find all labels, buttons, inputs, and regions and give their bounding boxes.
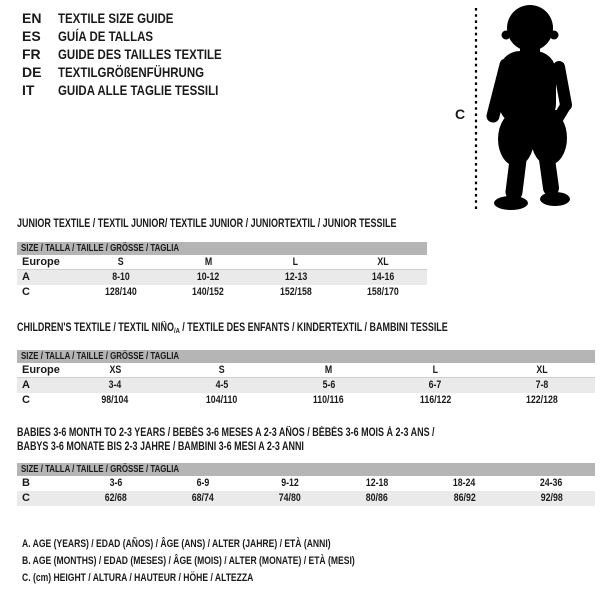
size-cell: 8-10: [111, 271, 130, 283]
size-cell: 92/98: [540, 492, 563, 504]
baby-silhouette: [493, 5, 570, 210]
legend-note-a: A. AGE (YEARS) / EDAD (AÑOS) / ÂGE (ANS) / ALTER (JAHRE) / ETÀ (ANNI): [22, 538, 331, 550]
size-header-bar: SIZE / TALLA / TAILLE / GRÖSSE / TAGLIA: [17, 463, 595, 476]
table-row: [17, 476, 595, 491]
size-cell: 5-6: [322, 379, 335, 391]
language-row: [22, 45, 258, 63]
size-table: [17, 255, 427, 300]
size-cell: XL: [377, 256, 389, 268]
language-header: [22, 9, 258, 99]
size-cell: 6-7: [428, 379, 442, 391]
size-cell: 3-4: [108, 379, 122, 391]
size-cell: 80/86: [366, 492, 389, 504]
size-cell: 24-36: [540, 477, 563, 489]
section-babies-textile: [17, 426, 595, 506]
size-cell: 7-8: [535, 379, 549, 391]
section-junior-textile: [17, 217, 427, 300]
size-cell: 6-9: [196, 477, 210, 489]
table-row: [17, 363, 595, 378]
table-row: [17, 378, 595, 393]
row-label: A: [22, 271, 30, 283]
language-code: ES: [22, 28, 41, 44]
size-cell: 116/122: [419, 394, 451, 406]
size-cell: 128/140: [104, 286, 137, 298]
size-cell: 104/110: [206, 394, 238, 406]
size-cell: 152/158: [279, 286, 312, 298]
size-cell: XL: [536, 364, 548, 376]
size-header-bar: SIZE / TALLA / TAILLE / GRÖSSE / TAGLIA: [17, 350, 595, 363]
table-row: [17, 270, 427, 285]
row-label: Europe: [22, 364, 60, 376]
size-cell: 140/152: [192, 286, 225, 298]
language-row: [22, 81, 258, 99]
baby-silhouette-icon: [452, 2, 582, 214]
size-cell: L: [293, 256, 299, 268]
size-cell: 12-18: [365, 477, 389, 489]
row-label: Europe: [22, 256, 60, 268]
row-label: A: [22, 379, 30, 391]
language-label: GUÍA DE TALLAS: [58, 28, 154, 44]
table-row: [17, 255, 427, 270]
table-row: [17, 285, 427, 300]
language-row: [22, 27, 258, 45]
size-cell: 74/80: [278, 492, 301, 504]
language-label: TEXTILE SIZE GUIDE: [58, 10, 174, 26]
size-cell: 4-5: [215, 379, 229, 391]
size-cell: L: [432, 364, 438, 376]
section-title: JUNIOR TEXTILE / TEXTIL JUNIOR/ TEXTILE JUNIOR / JUNIORTEXTIL / JUNIOR TESSILE: [17, 218, 397, 230]
language-code: EN: [22, 10, 42, 26]
row-label: C: [22, 394, 30, 406]
row-label: B: [22, 477, 30, 489]
table-row: [17, 393, 595, 408]
size-cell: S: [218, 364, 225, 376]
size-cell: S: [117, 256, 124, 268]
language-label: TEXTILGRÖßENFÜHRUNG: [58, 64, 205, 80]
row-label: C: [22, 286, 30, 298]
size-cell: M: [204, 256, 212, 268]
size-cell: 158/170: [367, 286, 400, 298]
size-cell: 86/92: [453, 492, 476, 504]
legend-note-b: B. AGE (MONTHS) / EDAD (MESES) / ÂGE (MOIS) / ALTER (MONATE) / ETÀ (MESI): [22, 555, 355, 567]
language-code: FR: [22, 46, 41, 62]
size-cell: M: [324, 364, 333, 376]
size-cell: 62/68: [104, 492, 127, 504]
size-table: [17, 476, 595, 506]
language-label: GUIDE DES TAILLES TEXTILE: [58, 46, 222, 62]
size-cell: 122/128: [525, 394, 558, 406]
section-title: BABIES 3-6 MONTH TO 2-3 YEARS / BEBÉS 3-6 MESES A 2-3 AÑOS / BÉBÉS 3-6 MOIS À 2-3 ANS / BABYS 3-6 MONATE BIS 2-3 JAHRE / BAMBINI 3-6 MESI A 2-3 ANNI: [17, 427, 435, 453]
legend-notes: [22, 536, 449, 587]
subscript-text: /A: [173, 326, 180, 335]
size-cell: 110/116: [313, 394, 344, 406]
size-cell: 12-13: [284, 271, 307, 283]
size-cell: 3-6: [109, 477, 122, 489]
size-cell: 18-24: [453, 477, 476, 489]
size-cell: 9-12: [281, 477, 299, 489]
section-children-textile: [17, 321, 595, 408]
size-figure: [452, 2, 582, 214]
language-label: GUIDA ALLE TAGLIE TESSILI: [58, 82, 219, 98]
language-row: [22, 9, 258, 27]
language-code: DE: [22, 64, 42, 80]
legend-note-c: C. (cm) HEIGHT / ALTURA / HAUTEUR / HÖHE / ALTEZZA: [22, 572, 254, 584]
size-cell: 14-16: [371, 271, 395, 283]
size-table: [17, 363, 595, 408]
size-cell: 10-12: [196, 271, 220, 283]
size-cell: 68/74: [191, 492, 214, 504]
language-row: [22, 63, 258, 81]
size-header-bar: SIZE / TALLA / TAILLE / GRÖSSE / TAGLIA: [17, 242, 427, 255]
row-label: C: [22, 492, 30, 504]
size-cell: 98/104: [101, 394, 129, 406]
height-marker-label: C: [455, 106, 466, 122]
section-title: CHILDREN'S TEXTILE / TEXTIL $NIÑO_{/A}$ / TEXTILE DES ENFANTS / KINDERTEXTIL / BAMBINI TESSILE: [17, 322, 448, 335]
language-code: IT: [22, 82, 35, 98]
size-cell: XS: [109, 364, 122, 376]
table-row: [17, 491, 595, 506]
